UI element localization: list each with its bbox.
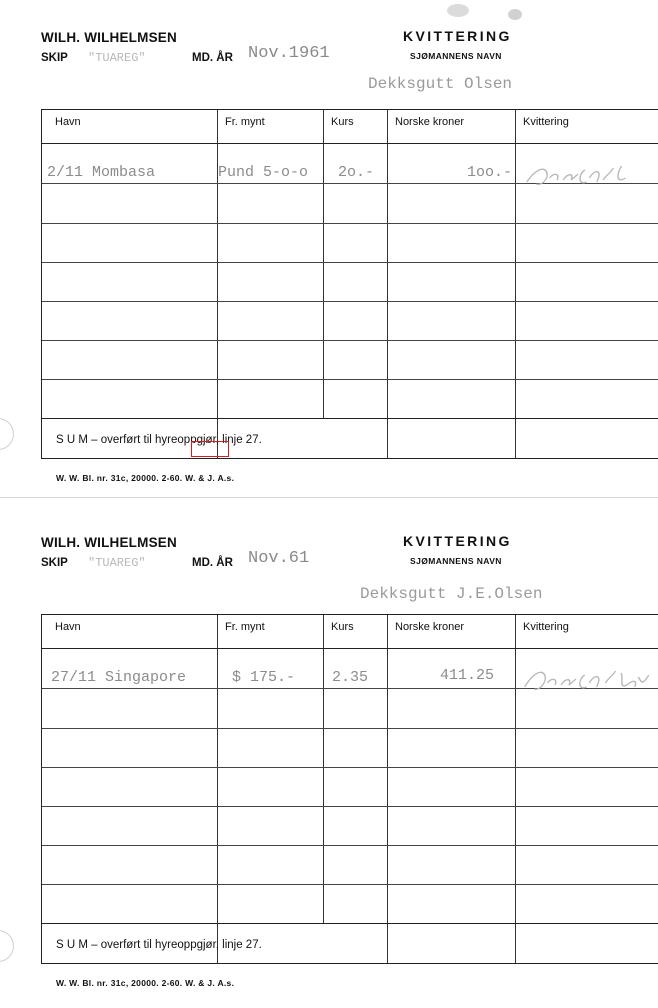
cell-norske-kroner: 411.25 — [440, 667, 495, 684]
paper-stain — [447, 4, 469, 17]
month-year-label: MD. ÅR — [192, 557, 233, 569]
form-footer: W. W. Bl. nr. 31c, 20000. 2-60. W. & J. A.s. — [56, 978, 235, 988]
column-divider — [515, 110, 516, 458]
sum-rule — [42, 418, 658, 419]
ship-label: SKIP — [41, 52, 68, 64]
receipt-form-1 — [0, 0, 658, 500]
row-rule — [42, 223, 658, 224]
row-rule — [42, 845, 658, 846]
handwritten-signature — [521, 160, 636, 190]
cell-kurs: 2.35 — [332, 669, 369, 686]
highlight-box — [191, 441, 229, 457]
receipt-form-2 — [0, 505, 658, 1008]
month-year-label: MD. ÅR — [192, 52, 233, 64]
header-rule — [42, 648, 658, 649]
column-header-fr-mynt: Fr. mynt — [225, 116, 265, 128]
cell-fr-mynt: Pund 5-o-o — [218, 164, 309, 181]
column-divider — [217, 615, 218, 963]
paper-stain — [508, 9, 522, 20]
column-header-norske-kroner: Norske kroner — [395, 116, 465, 128]
column-divider — [515, 615, 516, 963]
receipt-table — [41, 614, 658, 964]
header-rule — [42, 143, 658, 144]
column-divider — [323, 110, 324, 418]
sheet-separator — [0, 497, 658, 498]
sailor-name: Dekksgutt J.E.Olsen — [360, 585, 543, 603]
sum-rule — [42, 923, 658, 924]
column-header-kvittering: Kvittering — [523, 621, 569, 633]
cell-havn: 2/11 Mombasa — [47, 164, 156, 181]
cell-havn: 27/11 Singapore — [51, 669, 187, 686]
punch-hole — [0, 930, 14, 962]
company-name: WILH. WILHELMSEN — [41, 30, 177, 45]
sailor-name-label: SJØMANNENS NAVN — [410, 556, 502, 566]
sum-label: S U M – overført til hyreoppgjør, linje 27. — [56, 434, 262, 446]
month-year-value: Nov.1961 — [248, 44, 330, 63]
row-rule — [42, 767, 658, 768]
sum-label: S U M – overført til hyreoppgjør, linje 27. — [56, 939, 262, 951]
punch-hole — [0, 418, 14, 450]
row-rule — [42, 301, 658, 302]
column-header-kurs: Kurs — [331, 621, 354, 633]
handwritten-signature — [517, 663, 655, 695]
form-footer: W. W. Bl. nr. 31c, 20000. 2-60. W. & J. A.s. — [56, 473, 235, 483]
column-header-havn: Havn — [55, 621, 81, 633]
receipt-title: KVITTERING — [403, 533, 512, 549]
cell-fr-mynt: $ 175.- — [232, 669, 296, 686]
cell-norske-kroner: 1oo.- — [467, 164, 513, 181]
row-rule — [42, 884, 658, 885]
ship-name: "TUAREG" — [88, 51, 146, 65]
column-divider — [323, 615, 324, 923]
ship-label: SKIP — [41, 557, 68, 569]
receipt-title: KVITTERING — [403, 28, 512, 44]
sailor-name-label: SJØMANNENS NAVN — [410, 51, 502, 61]
company-name: WILH. WILHELMSEN — [41, 535, 177, 550]
sailor-name: Dekksgutt Olsen — [368, 75, 513, 93]
row-rule — [42, 340, 658, 341]
column-header-havn: Havn — [55, 116, 81, 128]
column-header-norske-kroner: Norske kroner — [395, 621, 465, 633]
column-divider — [387, 615, 388, 963]
row-rule — [42, 379, 658, 380]
cell-kurs: 2o.- — [338, 164, 375, 181]
column-divider — [387, 110, 388, 458]
column-header-kurs: Kurs — [331, 116, 354, 128]
row-rule — [42, 806, 658, 807]
month-year-value: Nov.61 — [248, 549, 310, 568]
column-divider — [217, 110, 218, 458]
receipt-table — [41, 109, 658, 459]
column-header-kvittering: Kvittering — [523, 116, 569, 128]
row-rule — [42, 262, 658, 263]
ship-name: "TUAREG" — [88, 556, 146, 570]
column-header-fr-mynt: Fr. mynt — [225, 621, 265, 633]
row-rule — [42, 728, 658, 729]
